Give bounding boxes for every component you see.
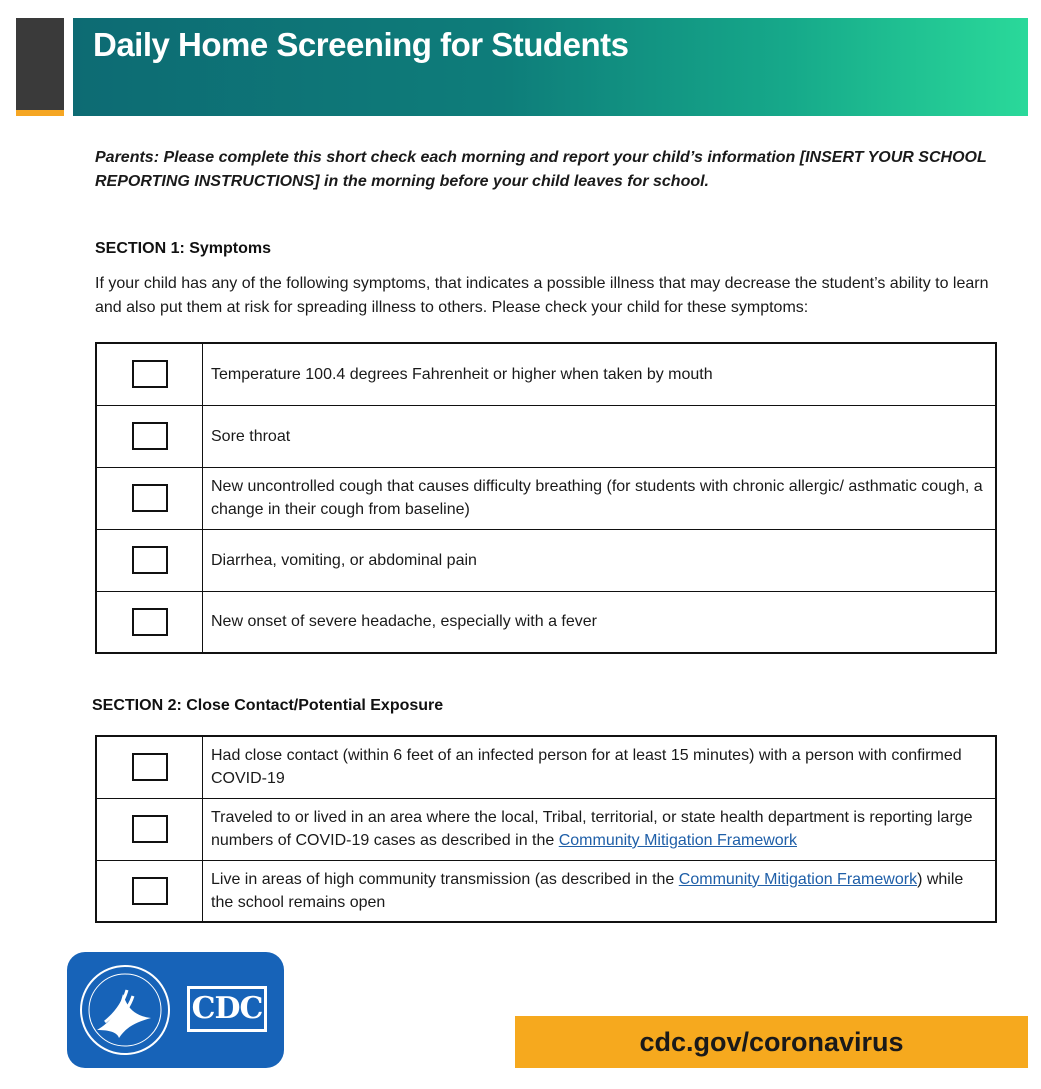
symptom-checkbox-cough[interactable] — [132, 484, 168, 512]
parent-instructions: Parents: Please complete this short check each morning and report your child’s information [INSERT YOUR SCHOOL REPORTING INSTRUCTIONS] in the morning before your child leaves for school. — [95, 149, 987, 190]
header-band — [73, 18, 1028, 116]
table-row — [96, 343, 996, 405]
table-row — [96, 405, 996, 467]
exposure-label: Live in areas of high community transmission (as described in the Community Mitigation Framework) while the school remains open — [203, 860, 997, 922]
community-mitigation-framework-link[interactable]: Community Mitigation Framework — [678, 870, 918, 888]
table-row — [96, 736, 996, 798]
table-row — [96, 860, 996, 922]
table-row — [96, 591, 996, 653]
exposure-checkbox-close-contact[interactable] — [132, 753, 168, 781]
symptom-checkbox-temperature[interactable] — [132, 360, 168, 388]
hhs-cdc-logo — [67, 952, 284, 1068]
table-row — [96, 467, 996, 529]
exposure-label: Had close contact (within 6 feet of an infected person for at least 15 minutes) with a person with confirmed COVID-19 — [203, 736, 997, 798]
symptom-label: Temperature 100.4 degrees Fahrenheit or higher when taken by mouth — [203, 343, 997, 405]
symptom-checkbox-diarrhea[interactable] — [132, 546, 168, 574]
symptom-label: New onset of severe headache, especially with a fever — [203, 591, 997, 653]
exposure-checklist — [95, 735, 997, 923]
table-row — [96, 798, 996, 860]
symptom-checkbox-headache[interactable] — [132, 608, 168, 636]
page-title: Daily Home Screening for Students — [93, 26, 629, 63]
cdc-url[interactable]: cdc.gov/coronavirus — [639, 1027, 904, 1057]
section1-description: If your child has any of the following symptoms, that indicates a possible illness that may decrease the student’s ability to learn and also put them at risk for spreading illness to others. Please check your child for these symptoms: — [95, 275, 989, 316]
symptom-label: Diarrhea, vomiting, or abdominal pain — [203, 529, 997, 591]
header-gold-strip — [16, 110, 64, 116]
symptom-checkbox-sore-throat[interactable] — [132, 422, 168, 450]
symptom-label: Sore throat — [203, 405, 997, 467]
section2-heading: SECTION 2: Close Contact/Potential Exposure — [92, 697, 444, 714]
section1-heading: SECTION 1: Symptoms — [95, 240, 272, 257]
url-banner — [515, 1016, 1028, 1068]
symptom-label: New uncontrolled cough that causes difficulty breathing (for students with chronic allergic/ asthmatic cough, a change in their cough from baseline) — [203, 467, 997, 529]
exposure-checkbox-high-transmission[interactable] — [132, 877, 168, 905]
header-dark-block — [16, 18, 64, 110]
cdc-logo-mark: CDC — [187, 986, 267, 1032]
exposure-checkbox-travel[interactable] — [132, 815, 168, 843]
exposure-label: Traveled to or lived in an area where the local, Tribal, territorial, or state health department is reporting large numbers of COVID-19 cases as described in the Community Mitigation Framework — [203, 798, 997, 860]
symptoms-checklist — [95, 342, 997, 654]
table-row — [96, 529, 996, 591]
community-mitigation-framework-link[interactable]: Community Mitigation Framework — [558, 832, 797, 849]
